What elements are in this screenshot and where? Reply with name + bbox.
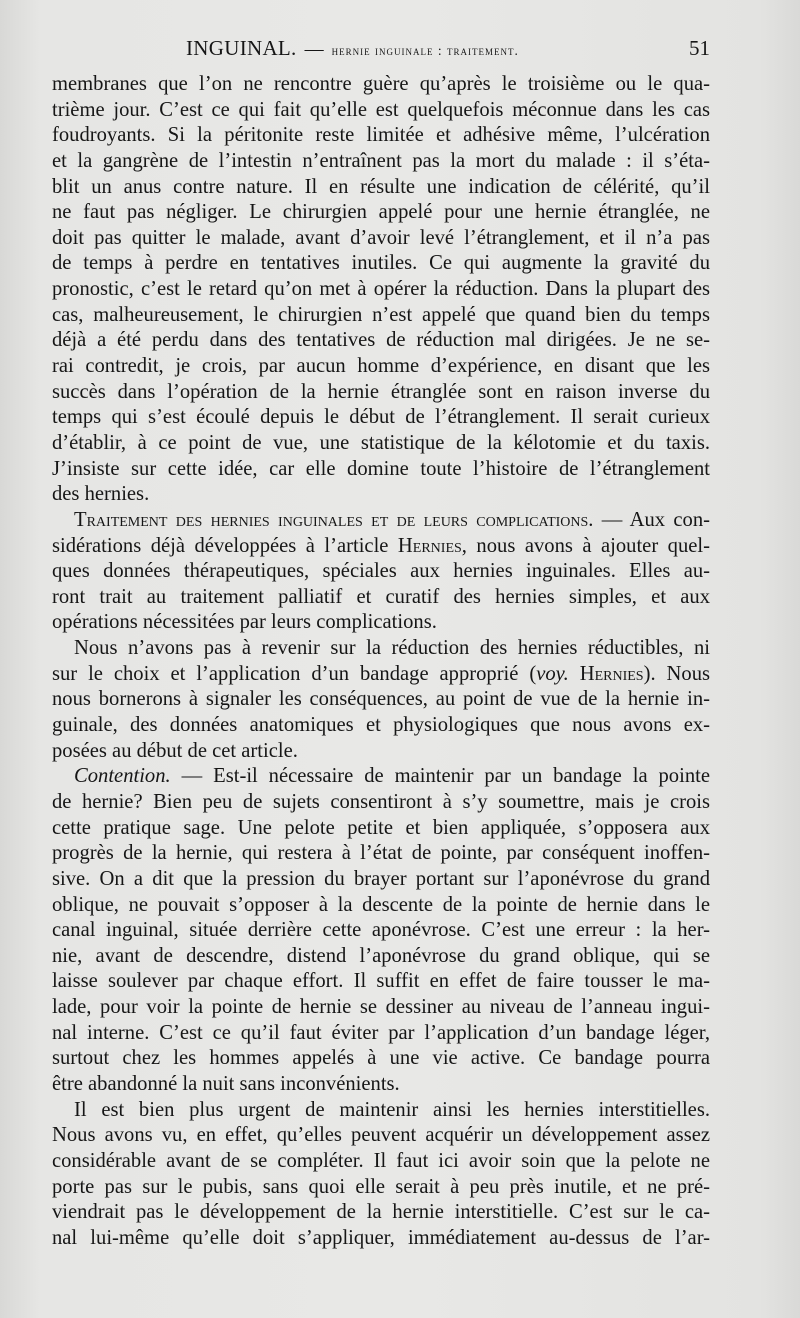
text-line: rai contredit, je crois, par aucun homme d’expérience, en disant que les <box>52 355 710 378</box>
text-line: foudroyants. Si la péritonite reste limitée et adhésive même, l’ulcération <box>52 124 710 147</box>
text-line: viendrait pas le développement de la hernie interstitielle. C’est sur le ca- <box>52 1201 710 1224</box>
text-line: blit un anus contre nature. Il en résulte une indication de célérité, qu’il <box>52 175 710 198</box>
section-heading: Traitement des hernies inguinales et de leurs complications. <box>74 508 594 531</box>
text-line: Nous avons vu, en effet, qu’elles peuvent acquérir un développement assez <box>52 1124 710 1147</box>
text-line: doit pas quitter le malade, avant d’avoir levé l’étranglement, et il n’a pas <box>52 226 710 249</box>
subsection-heading: Contention. <box>74 765 171 788</box>
text-line: Nous n’avons pas à revenir sur la réduction des hernies réductibles, ni <box>74 637 710 660</box>
text-line: pronostic, c’est le retard qu’on met à opérer la réduction. Dans la plupart des <box>52 278 710 301</box>
text-line: trième jour. C’est ce qui fait qu’elle est quelquefois méconnue dans les cas <box>52 98 710 121</box>
subsection-heading-line: Contention. — Est-il nécessaire de maintenir par un bandage la pointe <box>74 765 710 788</box>
text-line: guinale, des données anatomiques et physiologiques que nous avons ex- <box>52 714 710 737</box>
running-header <box>52 36 710 68</box>
page-number: 51 <box>689 36 710 60</box>
text-line: d’établir, à ce point de vue, une statistique de la kélotomie et du taxis. <box>52 431 710 454</box>
header-subtitle: hernie inguinale : traitement. <box>331 43 519 58</box>
section-heading-line: Traitement des hernies inguinales et de leurs complications. — Aux con- <box>74 508 710 531</box>
text-line: lade, pour voir la pointe de hernie se dessiner au niveau de l’anneau ingui- <box>52 996 710 1019</box>
text-line: ne faut pas négliger. Le chirurgien appelé pour une hernie étranglée, ne <box>52 201 710 224</box>
text-line: être abandonné la nuit sans inconvénients. <box>52 1072 400 1095</box>
text-line: membranes que l’on ne rencontre guère qu’après le troisième ou le qua- <box>52 73 710 95</box>
running-title <box>186 36 519 61</box>
text-line: progrès de la hernie, qui restera à l’état de pointe, par conséquent inoffen- <box>52 842 710 865</box>
text-line: Il est bien plus urgent de maintenir ainsi les hernies interstitielles. <box>74 1098 710 1121</box>
header-title: INGUINAL. <box>186 36 297 60</box>
text-line: de hernie? Bien peu de sujets consentiront à s’y soumettre, mais je crois <box>52 790 710 813</box>
text-line: oblique, ne pouvait s’opposer à la descente de la pointe de hernie dans le <box>52 893 710 916</box>
text-line: canal inguinal, située derrière cette aponévrose. C’est une erreur : la her- <box>52 919 710 942</box>
text-line: opérations nécessitées par leurs complications. <box>52 611 437 634</box>
text-line: J’insiste sur cette idée, car elle domine toute l’histoire de l’étranglement <box>52 457 710 480</box>
text-line: ques données thérapeutiques, spéciales aux hernies inguinales. Elles au- <box>52 560 710 583</box>
text-line: temps qui s’est écoulé depuis le début de l’étranglement. Il serait curieux <box>52 406 710 429</box>
body-text <box>52 72 710 1251</box>
text-line: nie, avant de descendre, distend l’aponévrose du grand oblique, qui se <box>52 944 710 967</box>
text-line: succès dans l’opération de la hernie étranglée sont en raison inverse du <box>52 380 710 403</box>
text-line: de temps à perdre en tentatives inutiles. Ce qui augmente la gravité du <box>52 252 710 275</box>
text-line: laisse soulever par chaque effort. Il suffit en effet de faire tousser le ma- <box>52 970 710 993</box>
cross-reference: Hernies <box>579 662 644 685</box>
text-line: sur le choix et l’application d’un bandage approprié (voy. Hernies). Nous <box>52 662 710 685</box>
text-line: porte pas sur le pubis, sans quoi elle serait à peu près inutile, et ne pré- <box>52 1175 710 1198</box>
text-line: cas, malheureusement, le chirurgien n’est appelé que quand bien du temps <box>52 303 710 326</box>
text-line: considérable avant de se compléter. Il faut ici avoir soin que la pelote ne <box>52 1149 710 1172</box>
cross-reference: Hernies <box>397 534 462 557</box>
header-dash: — <box>304 39 324 60</box>
text-line: posées au début de cet article. <box>52 739 298 762</box>
text-line: sive. On a dit que la pression du brayer portant sur l’aponévrose du grand <box>52 867 710 890</box>
text-line: des hernies. <box>52 483 150 506</box>
text-line: cette pratique sage. Une pelote petite et bien appliquée, s’opposera aux <box>52 816 710 839</box>
text-line: et la gangrène de l’intestin n’entraînent pas la mort du malade : il s’éta- <box>52 149 710 172</box>
text-line: nal lui-même qu’elle doit s’appliquer, immédiatement au-dessus de l’ar- <box>52 1226 710 1249</box>
text-line: sidérations déjà développées à l’article Hernies, nous avons à ajouter quel- <box>52 534 710 557</box>
text-line: nal interne. C’est ce qu’il faut éviter par l’application d’un bandage léger, <box>52 1021 710 1044</box>
text-line: déjà a été perdu dans des tentatives de réduction mal dirigées. Je ne se- <box>52 329 710 352</box>
text-line: ront trait au traitement palliatif et curatif des hernies simples, et aux <box>52 585 710 608</box>
text-line: nous bornerons à signaler les conséquences, au point de vue de la hernie in- <box>52 688 710 711</box>
text-line: surtout chez les hommes appelés à une vie active. Ce bandage pourra <box>52 1047 710 1070</box>
